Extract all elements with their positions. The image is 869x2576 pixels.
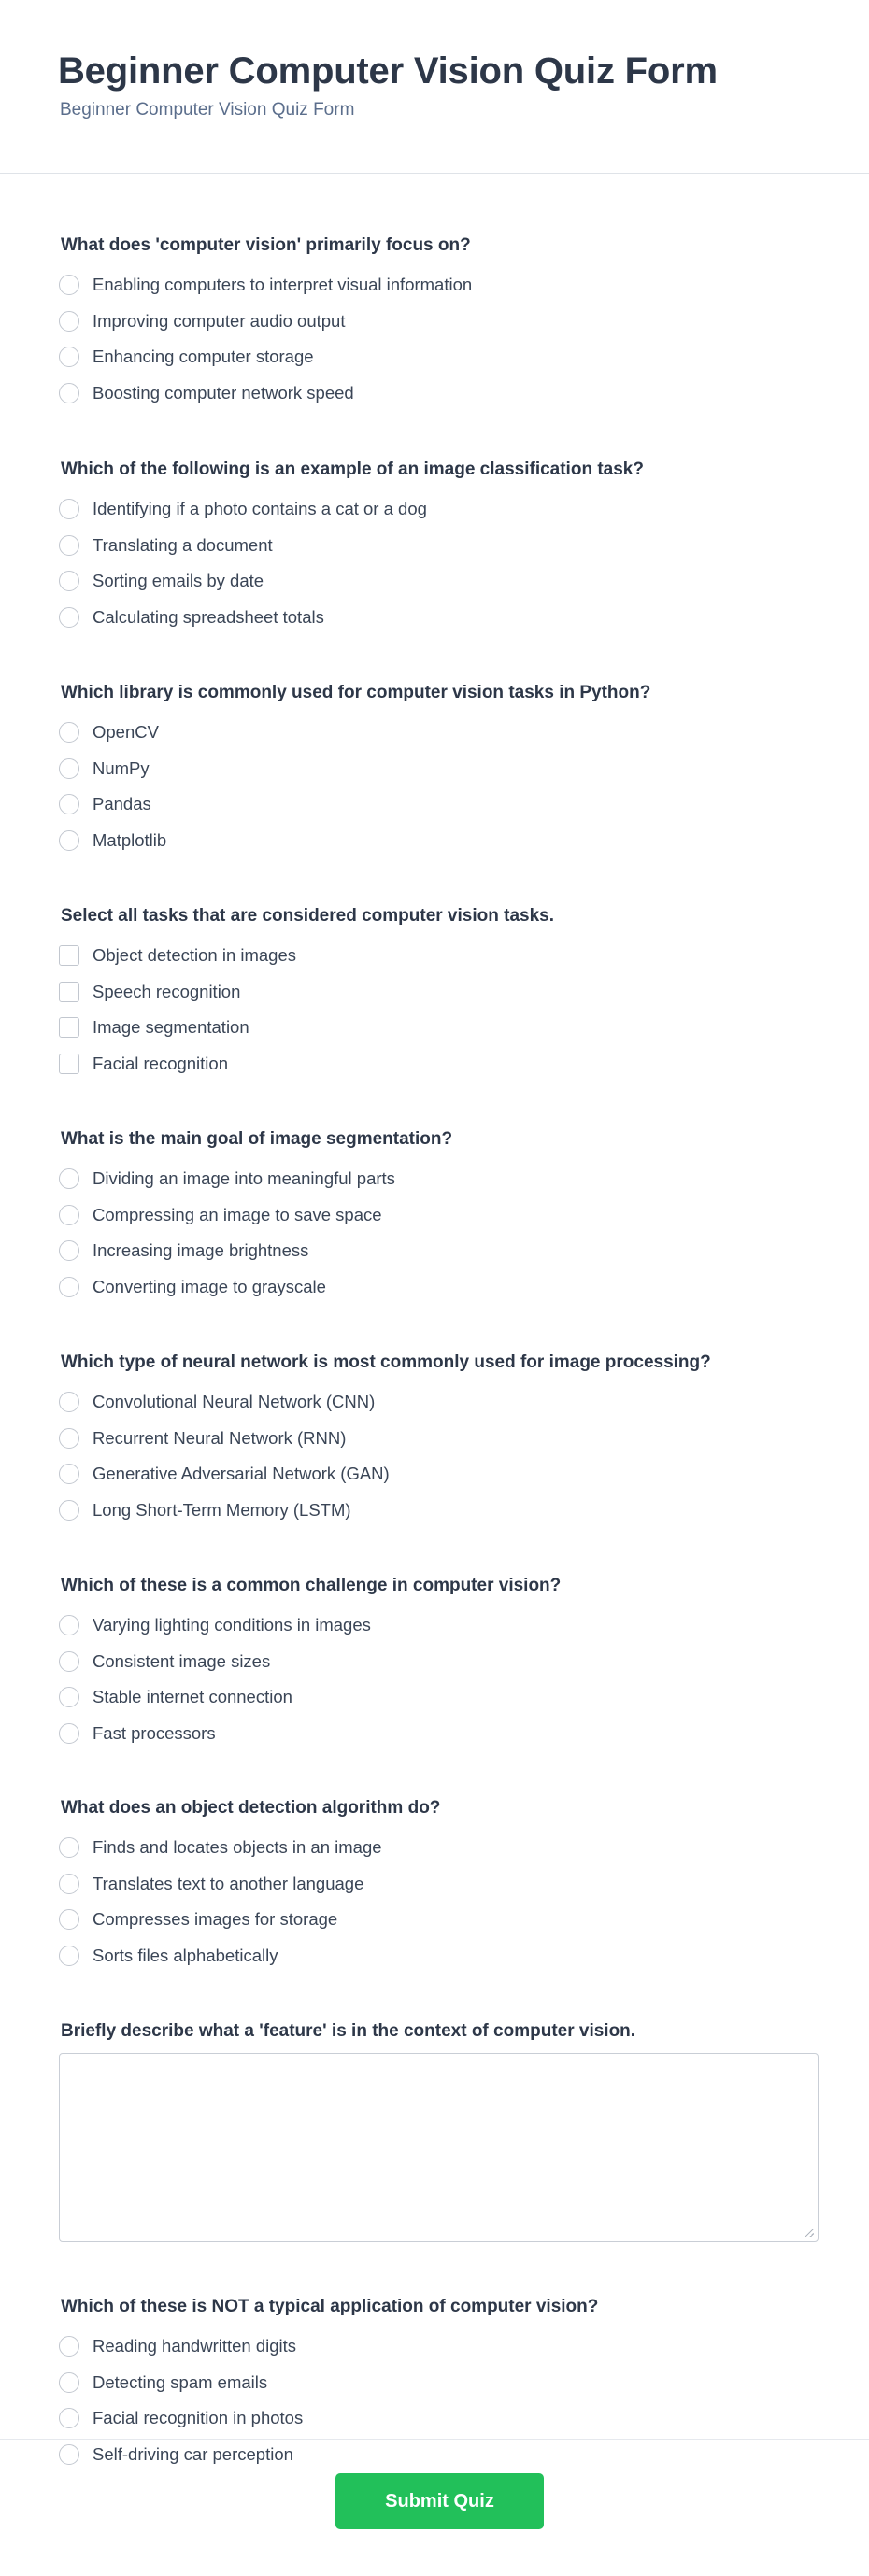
checkbox-option[interactable] bbox=[59, 938, 554, 974]
option-label: Identifying if a photo contains a cat or a dog bbox=[93, 499, 427, 519]
radio-button-icon[interactable] bbox=[59, 1464, 79, 1484]
option-label: Improving computer audio output bbox=[93, 310, 346, 331]
option-label: Boosting computer network speed bbox=[93, 382, 354, 403]
option-label: Sorts files alphabetically bbox=[93, 1945, 278, 1965]
option-label: Detecting spam emails bbox=[93, 2371, 268, 2392]
option-label: Object detection in images bbox=[93, 945, 297, 966]
submit-quiz-button[interactable]: Submit Quiz bbox=[335, 2473, 544, 2529]
question-title: Briefly describe what a 'feature' is in the context of computer vision. bbox=[61, 2021, 636, 2041]
radio-option[interactable] bbox=[59, 1830, 440, 1866]
question-title: Select all tasks that are considered computer vision tasks. bbox=[61, 906, 554, 926]
radio-button-icon[interactable] bbox=[59, 1428, 79, 1449]
radio-option[interactable] bbox=[59, 1493, 711, 1529]
question-3 bbox=[59, 681, 650, 858]
question-8 bbox=[59, 1796, 440, 1974]
option-label: Enhancing computer storage bbox=[93, 347, 314, 367]
radio-button-icon[interactable] bbox=[59, 1615, 79, 1635]
radio-button-icon[interactable] bbox=[59, 275, 79, 295]
radio-option[interactable] bbox=[59, 1421, 711, 1457]
question-9 bbox=[59, 2019, 819, 2242]
option-label: Facial recognition bbox=[93, 1053, 228, 1073]
option-label: Pandas bbox=[93, 794, 151, 814]
radio-option[interactable] bbox=[59, 339, 472, 375]
radio-option[interactable] bbox=[59, 528, 644, 564]
option-label: Matplotlib bbox=[93, 829, 167, 850]
radio-option[interactable] bbox=[59, 1269, 452, 1306]
question-title: Which type of neural network is most commonly used for image processing? bbox=[61, 1352, 711, 1372]
radio-option[interactable] bbox=[59, 267, 472, 304]
radio-option[interactable] bbox=[59, 1607, 561, 1644]
form-header bbox=[0, 0, 869, 174]
question-title: Which of these is NOT a typical application of computer vision? bbox=[61, 2297, 599, 2316]
radio-option[interactable] bbox=[59, 1161, 452, 1197]
option-label: Varying lighting conditions in images bbox=[93, 1615, 371, 1635]
checkbox-icon[interactable] bbox=[59, 945, 79, 966]
checkbox-icon[interactable] bbox=[59, 1017, 79, 1038]
radio-button-icon[interactable] bbox=[59, 571, 79, 591]
question-4 bbox=[59, 904, 554, 1082]
option-label: Calculating spreadsheet totals bbox=[93, 606, 324, 627]
option-label: Generative Adversarial Network (GAN) bbox=[93, 1464, 390, 1484]
option-label: Self-driving car perception bbox=[93, 2443, 293, 2464]
radio-button-icon[interactable] bbox=[59, 1277, 79, 1297]
option-label: Sorting emails by date bbox=[93, 571, 264, 591]
radio-option[interactable] bbox=[59, 563, 644, 600]
radio-option[interactable] bbox=[59, 2365, 598, 2401]
option-label: Facial recognition in photos bbox=[93, 2408, 304, 2428]
option-label: Convolutional Neural Network (CNN) bbox=[93, 1392, 376, 1412]
radio-button-icon[interactable] bbox=[59, 830, 79, 851]
radio-option[interactable] bbox=[59, 1197, 452, 1234]
radio-button-icon[interactable] bbox=[59, 1392, 79, 1412]
question-7 bbox=[59, 1574, 561, 1751]
option-label: OpenCV bbox=[93, 722, 159, 743]
radio-option[interactable] bbox=[59, 715, 650, 751]
radio-button-icon[interactable] bbox=[59, 535, 79, 556]
answer-textarea-wrapper bbox=[59, 2053, 819, 2242]
radio-button-icon[interactable] bbox=[59, 2408, 79, 2428]
option-label: Consistent image sizes bbox=[93, 1650, 271, 1671]
question-title: What does an object detection algorithm do? bbox=[61, 1798, 441, 1818]
question-6 bbox=[59, 1351, 711, 1528]
radio-option[interactable] bbox=[59, 823, 650, 859]
option-label: Image segmentation bbox=[93, 1017, 249, 1038]
checkbox-option[interactable] bbox=[59, 1046, 554, 1083]
radio-option[interactable] bbox=[59, 2328, 598, 2365]
radio-button-icon[interactable] bbox=[59, 311, 79, 332]
radio-option[interactable] bbox=[59, 1902, 440, 1938]
option-label: Compressing an image to save space bbox=[93, 1204, 382, 1224]
checkbox-icon[interactable] bbox=[59, 1054, 79, 1074]
radio-button-icon[interactable] bbox=[59, 607, 79, 628]
option-label: Dividing an image into meaningful parts bbox=[93, 1168, 395, 1189]
radio-button-icon[interactable] bbox=[59, 1723, 79, 1744]
question-5 bbox=[59, 1127, 452, 1305]
option-label: Increasing image brightness bbox=[93, 1240, 309, 1261]
page-title: Beginner Computer Vision Quiz Form bbox=[58, 50, 718, 92]
radio-option[interactable] bbox=[59, 1716, 561, 1752]
radio-button-icon[interactable] bbox=[59, 347, 79, 367]
option-label: Converting image to grayscale bbox=[93, 1276, 326, 1296]
option-label: Enabling computers to interpret visual information bbox=[93, 275, 473, 295]
checkbox-option[interactable] bbox=[59, 1010, 554, 1046]
checkbox-option[interactable] bbox=[59, 974, 554, 1011]
page-subtitle: Beginner Computer Vision Quiz Form bbox=[60, 100, 355, 120]
option-label: Long Short-Term Memory (LSTM) bbox=[93, 1499, 351, 1520]
checkbox-icon[interactable] bbox=[59, 982, 79, 1002]
radio-button-icon[interactable] bbox=[59, 2372, 79, 2393]
question-1 bbox=[59, 234, 472, 411]
radio-button-icon[interactable] bbox=[59, 1909, 79, 1930]
radio-button-icon[interactable] bbox=[59, 499, 79, 519]
question-title: What is the main goal of image segmentation? bbox=[61, 1129, 453, 1149]
radio-button-icon[interactable] bbox=[59, 758, 79, 779]
feature-description-textarea[interactable] bbox=[59, 2053, 819, 2242]
question-2 bbox=[59, 458, 644, 635]
question-title: Which of these is a common challenge in computer vision? bbox=[61, 1576, 562, 1595]
radio-option[interactable] bbox=[59, 1644, 561, 1680]
radio-option[interactable] bbox=[59, 2400, 598, 2437]
radio-option[interactable] bbox=[59, 491, 644, 528]
radio-option[interactable] bbox=[59, 751, 650, 787]
radio-button-icon[interactable] bbox=[59, 1687, 79, 1707]
option-label: Recurrent Neural Network (RNN) bbox=[93, 1427, 347, 1448]
radio-option[interactable] bbox=[59, 1866, 440, 1903]
radio-option[interactable] bbox=[59, 1938, 440, 1974]
radio-button-icon[interactable] bbox=[59, 1205, 79, 1225]
resize-grip-icon[interactable] bbox=[805, 2229, 814, 2237]
option-label: Stable internet connection bbox=[93, 1687, 292, 1707]
radio-button-icon[interactable] bbox=[59, 2336, 79, 2357]
radio-button-icon[interactable] bbox=[59, 1946, 79, 1966]
question-title: What does 'computer vision' primarily focus on? bbox=[61, 235, 471, 255]
radio-button-icon[interactable] bbox=[59, 1240, 79, 1261]
radio-option[interactable] bbox=[59, 1679, 561, 1716]
option-label: NumPy bbox=[93, 757, 150, 778]
radio-option[interactable] bbox=[59, 786, 650, 823]
question-title: Which library is commonly used for computer vision tasks in Python? bbox=[61, 683, 651, 702]
question-title: Which of the following is an example of an image classification task? bbox=[61, 460, 644, 479]
radio-button-icon[interactable] bbox=[59, 1651, 79, 1672]
option-label: Reading handwritten digits bbox=[93, 2336, 297, 2357]
option-label: Fast processors bbox=[93, 1722, 216, 1743]
option-label: Finds and locates objects in an image bbox=[93, 1837, 382, 1858]
option-label: Translates text to another language bbox=[93, 1873, 364, 1893]
radio-button-icon[interactable] bbox=[59, 1500, 79, 1521]
radio-button-icon[interactable] bbox=[59, 794, 79, 814]
radio-button-icon[interactable] bbox=[59, 1837, 79, 1858]
option-label: Translating a document bbox=[93, 534, 273, 555]
radio-button-icon[interactable] bbox=[59, 722, 79, 743]
radio-button-icon[interactable] bbox=[59, 1168, 79, 1189]
form-footer bbox=[0, 2439, 869, 2576]
radio-option[interactable] bbox=[59, 600, 644, 636]
radio-option[interactable] bbox=[59, 375, 472, 412]
radio-option[interactable] bbox=[59, 1384, 711, 1421]
radio-button-icon[interactable] bbox=[59, 383, 79, 403]
radio-option[interactable] bbox=[59, 1233, 452, 1269]
radio-option[interactable] bbox=[59, 304, 472, 340]
option-label: Speech recognition bbox=[93, 981, 241, 1001]
option-label: Compresses images for storage bbox=[93, 1909, 338, 1930]
radio-button-icon[interactable] bbox=[59, 1874, 79, 1894]
radio-option[interactable] bbox=[59, 1456, 711, 1493]
